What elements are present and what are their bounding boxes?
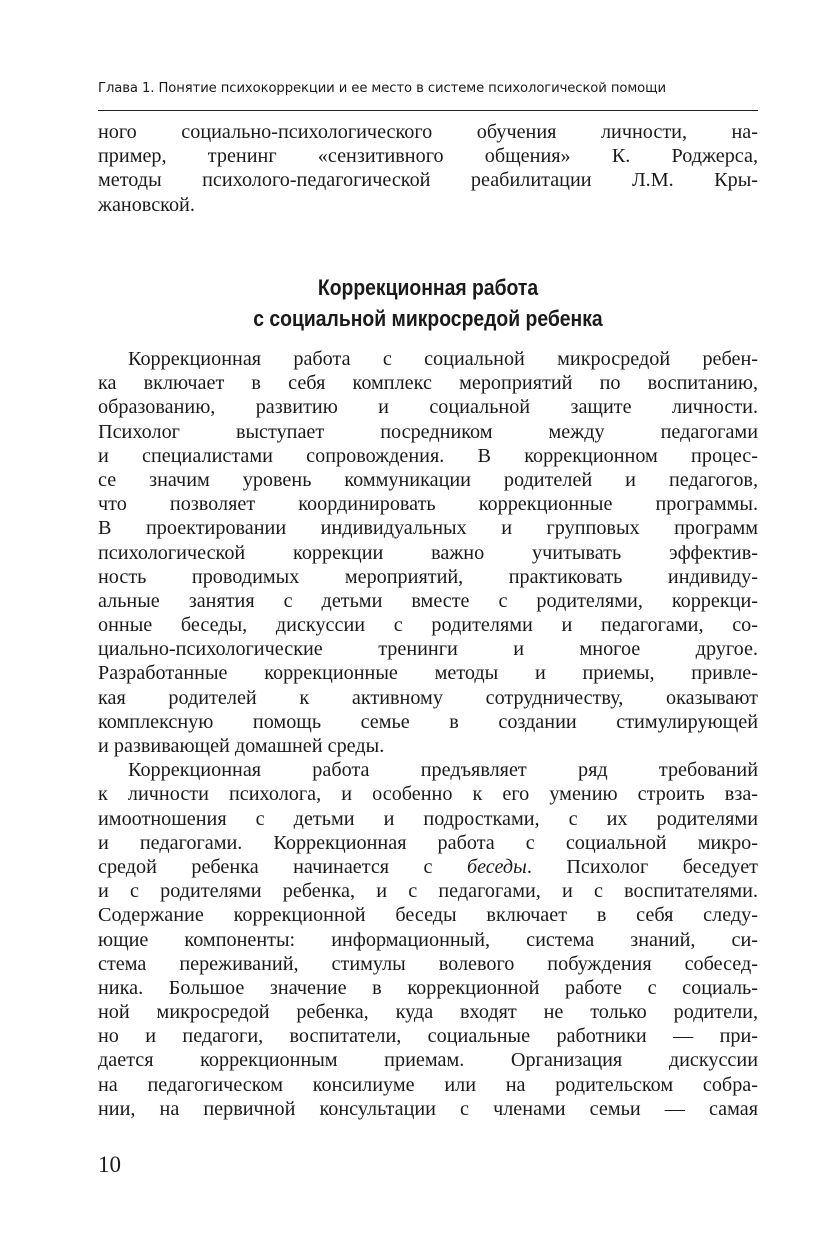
text-line: стема переживаний, стимулы волевого побуждения собесед- — [98, 952, 758, 975]
text-line: и специалистами сопровождения. В коррекционном процес- — [98, 444, 758, 467]
text-line: пример, тренинг «сензитивного общения» К. Роджерса, — [98, 145, 758, 168]
italic-term: беседы — [466, 855, 527, 878]
heading-line: с социальной микросредой ребенка — [253, 306, 603, 331]
heading-line: Коррекционная работа — [317, 275, 539, 300]
text-line: се значим уровень коммуникации родителей и педагогов, — [98, 468, 758, 491]
text-line: В проектировании индивидуальных и групповых программ — [98, 517, 758, 540]
text-line: имоотношения с детьми и подростками, с их родителями — [98, 807, 758, 830]
page-number: 10 — [98, 1152, 121, 1177]
text-segment: средой ребенка начинается с — [98, 855, 467, 878]
text-line: психологической коррекции важно учитывать эффектив- — [98, 541, 758, 564]
text-line: на педагогическом консилиуме или на родительском собра- — [98, 1073, 758, 1096]
text-line: методы психолого-педагогической реабилитации Л.М. Кры- — [98, 169, 758, 192]
text-line: и развивающей домашней среды. — [98, 735, 385, 757]
text-line: Содержание коррекционной беседы включает в себя следу- — [98, 904, 758, 927]
text-line: жановской. — [98, 193, 195, 216]
text-line: кая родителей к активному сотрудничеству, оказывают — [98, 686, 758, 709]
text-line: нии, на первичной консультации с членами семьи — самая — [98, 1097, 758, 1120]
header-rule — [98, 110, 758, 111]
section-heading — [144, 272, 712, 334]
text-line: Коррекционная работа с социальной микросредой ребен- — [128, 348, 758, 370]
text-line: дается коррекционным приемам. Организация дискуссии — [98, 1049, 758, 1072]
text-line: ника. Большое значение в коррекционной работе с социаль- — [98, 976, 758, 999]
body-text — [98, 347, 758, 1121]
text-line: и с родителями ребенка, и с педагогами, и с воспитателями. — [98, 880, 758, 903]
intro-text — [98, 120, 758, 217]
text-line: онные беседы, дискуссии с родителями и педагогами, со- — [98, 614, 758, 637]
text-line: и педагогами. Коррекционная работа с социальной микро- — [98, 831, 758, 854]
text-line: ного социально-психологического обучения личности, на- — [98, 121, 758, 143]
text-line: образованию, развитию и социальной защите личности. — [98, 396, 758, 419]
running-head: Глава 1. Понятие психокоррекции и ее место в системе психологической помощи — [98, 81, 666, 96]
text-segment: . Психолог беседует — [526, 855, 758, 878]
text-line: циально-психологические тренинги и многое другое. — [98, 638, 758, 661]
text-line: ность проводимых мероприятий, практиковать индивиду- — [98, 565, 758, 588]
text-line: ной микросредой ребенка, куда входят не только родители, — [98, 1001, 758, 1024]
text-line: Коррекционная работа предъявляет ряд требований — [128, 759, 758, 782]
text-line: но и педагоги, воспитатели, социальные работники — при- — [98, 1025, 758, 1048]
text-line: Разработанные коррекционные методы и приемы, привле- — [98, 662, 758, 685]
text-line: ющие компоненты: информационный, система знаний, си- — [98, 928, 758, 951]
text-line: что позволяет координировать коррекционные программы. — [98, 493, 758, 516]
text-line: ка включает в себя комплекс мероприятий по воспитанию, — [98, 372, 758, 395]
text-line: комплексную помощь семье в создании стимулирующей — [98, 710, 758, 733]
text-line: Психолог выступает посредником между педагогами — [98, 420, 758, 443]
text-line: альные занятия с детьми вместе с родителями, коррекци- — [98, 589, 758, 612]
text-line: к личности психолога, и особенно к его умению строить вза- — [98, 783, 758, 806]
text-line-with-italic — [98, 855, 758, 879]
